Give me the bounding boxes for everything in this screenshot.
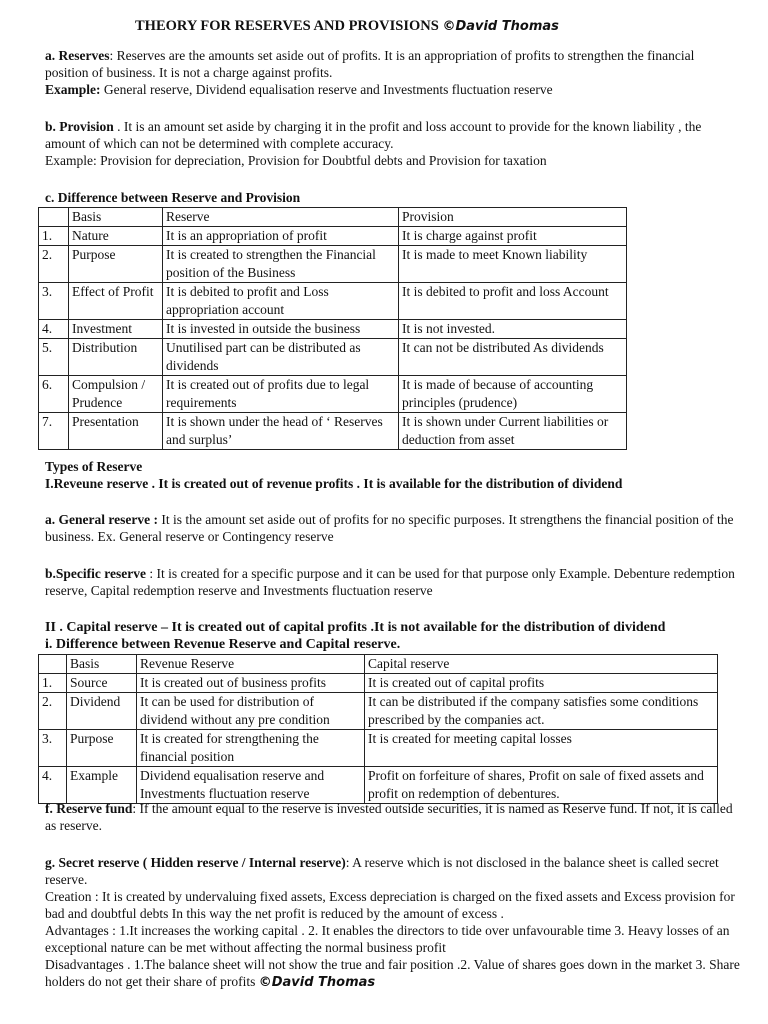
- title-signature: ©David Thomas: [442, 19, 559, 34]
- table-cell: It is invested in outside the business: [163, 320, 399, 339]
- table-cell: 2.: [39, 246, 69, 283]
- table-cell: It is debited to profit and Loss appropriation account: [163, 283, 399, 320]
- table-cell: 1.: [39, 227, 69, 246]
- table-cell: It can be used for distribution of dividend without any pre condition: [137, 693, 365, 730]
- table-cell: 4.: [39, 767, 67, 804]
- table-cell: It is not invested.: [399, 320, 627, 339]
- secret-reserve: g. Secret reserve ( Hidden reserve / Internal reserve): A reserve which is not disclosed in the balance sheet is called secret reserve. Creation : It is created by undervaluing fixed assets, Excess depreciation is charged on the fixed assets and Excess provision for bad and doubtful debts In this way the net profit is reduced by the amount of excess . Advantages : 1.It increases the working capital . 2. It enables the directors to tide over unfavourable time 3. Heavy losses of an exceptional nature can be met without affecting the normal business profit Disadvantages . 1.The balance sheet will not show the true and fair position .2. Value of shares goes down in the market 3. Share holders do not get their share of profits ©David Thomas: [45, 855, 740, 990]
- types-of-reserve: Types of Reserve I.Reveune reserve . It is created out of revenue profits . It is available for the distribution of dividend: [45, 459, 623, 491]
- table-cell: It can not be distributed As dividends: [399, 339, 627, 376]
- table-cell: 2.: [39, 693, 67, 730]
- table-cell: Unutilised part can be distributed as dividends: [163, 339, 399, 376]
- table-cell: Example: [67, 767, 137, 804]
- table-cell: 5.: [39, 339, 69, 376]
- table-cell: Revenue Reserve: [137, 655, 365, 674]
- table-cell: [39, 655, 67, 674]
- reserves-definition: a. Reserves: Reserves are the amounts set aside out of profits. It is an appropriation of profits to strengthen the financial position of business. It is not a charge against profits. Example: General reserve, Dividend equalisation reserve and Investments fluctuation reserve: [45, 48, 695, 97]
- page-title: THEORY FOR RESERVES AND PROVISIONS ©David Thomas: [135, 18, 559, 34]
- table-header-row: [39, 655, 718, 674]
- general-reserve: a. General reserve : It is the amount set aside out of profits for no specific purposes. It strengthens the financial position of the business. Ex. General reserve or Contingency reserve: [45, 512, 734, 544]
- table-cell: Provision: [399, 208, 627, 227]
- table-row: [39, 339, 627, 376]
- table-cell: Investment: [69, 320, 163, 339]
- table-cell: [39, 208, 69, 227]
- table-row: [39, 320, 627, 339]
- table-cell: Presentation: [69, 413, 163, 450]
- table-cell: It is charge against profit: [399, 227, 627, 246]
- table-cell: Purpose: [67, 730, 137, 767]
- table-row: [39, 767, 718, 804]
- table-cell: 7.: [39, 413, 69, 450]
- difference-heading: c. Difference between Reserve and Provision: [45, 190, 301, 205]
- table-cell: It is created out of business profits: [137, 674, 365, 693]
- table-cell: 6.: [39, 376, 69, 413]
- table-cell: It is shown under Current liabilities or deduction from asset: [399, 413, 627, 450]
- table-cell: It is created for meeting capital losses: [365, 730, 718, 767]
- revenue-capital-table: [38, 654, 718, 804]
- table-cell: Capital reserve: [365, 655, 718, 674]
- table-cell: It is created to strengthen the Financial position of the Business: [163, 246, 399, 283]
- table-cell: Source: [67, 674, 137, 693]
- table-row: [39, 376, 627, 413]
- table-cell: Basis: [69, 208, 163, 227]
- table-cell: It is shown under the head of ‘ Reserves and surplus’: [163, 413, 399, 450]
- table-row: [39, 674, 718, 693]
- specific-reserve: b.Specific reserve : It is created for a specific purpose and it can be used for that purpose only Example. Debenture redemption reserve, Capital redemption reserve and Investments fluctuation reserve: [45, 566, 735, 598]
- table-cell: It is created out of profits due to legal requirements: [163, 376, 399, 413]
- table-row: [39, 283, 627, 320]
- table-cell: Compulsion / Prudence: [69, 376, 163, 413]
- table-cell: Reserve: [163, 208, 399, 227]
- table-row: [39, 246, 627, 283]
- table-cell: 3.: [39, 730, 67, 767]
- table-cell: Nature: [69, 227, 163, 246]
- table-row: [39, 693, 718, 730]
- table-row: [39, 413, 627, 450]
- table-cell: It is created out of capital profits: [365, 674, 718, 693]
- table-cell: It is an appropriation of profit: [163, 227, 399, 246]
- table-cell: 4.: [39, 320, 69, 339]
- table-row: [39, 227, 627, 246]
- table-cell: 3.: [39, 283, 69, 320]
- table-cell: It is made to meet Known liability: [399, 246, 627, 283]
- table-cell: Profit on forfeiture of shares, Profit on sale of fixed assets and profit on redemption of debentures.: [365, 767, 718, 804]
- table-row: [39, 730, 718, 767]
- table-cell: Dividend: [67, 693, 137, 730]
- table-cell: It is debited to profit and loss Account: [399, 283, 627, 320]
- table-cell: It can be distributed if the company satisfies some conditions prescribed by the companies act.: [365, 693, 718, 730]
- reserve-fund: f. Reserve fund: If the amount equal to the reserve is invested outside securities, it is named as Reserve fund. If not, it is called as reserve.: [45, 801, 733, 833]
- table-cell: Distribution: [69, 339, 163, 376]
- table-header-row: [39, 208, 627, 227]
- table-cell: It is created for strengthening the financial position: [137, 730, 365, 767]
- table-cell: Dividend equalisation reserve and Investments fluctuation reserve: [137, 767, 365, 804]
- table-cell: It is made of because of accounting principles (prudence): [399, 376, 627, 413]
- table-cell: Effect of Profit: [69, 283, 163, 320]
- table-cell: Basis: [67, 655, 137, 674]
- footer-signature: ©David Thomas: [258, 975, 376, 990]
- reserve-provision-table: [38, 207, 627, 450]
- capital-reserve-heading: II . Capital reserve – It is created out of capital profits .It is not available for the distribution of dividend i. Difference between Revenue Reserve and Capital reserve.: [45, 620, 666, 652]
- table-cell: Purpose: [69, 246, 163, 283]
- table-cell: 1.: [39, 674, 67, 693]
- provision-definition: b. Provision . It is an amount set aside by charging it in the profit and loss account to provide for the known liability , the amount of which can not be determined with complete accuracy. Example: Provision for depreciation, Provision for Doubtful debts and Provision for taxation: [45, 119, 702, 168]
